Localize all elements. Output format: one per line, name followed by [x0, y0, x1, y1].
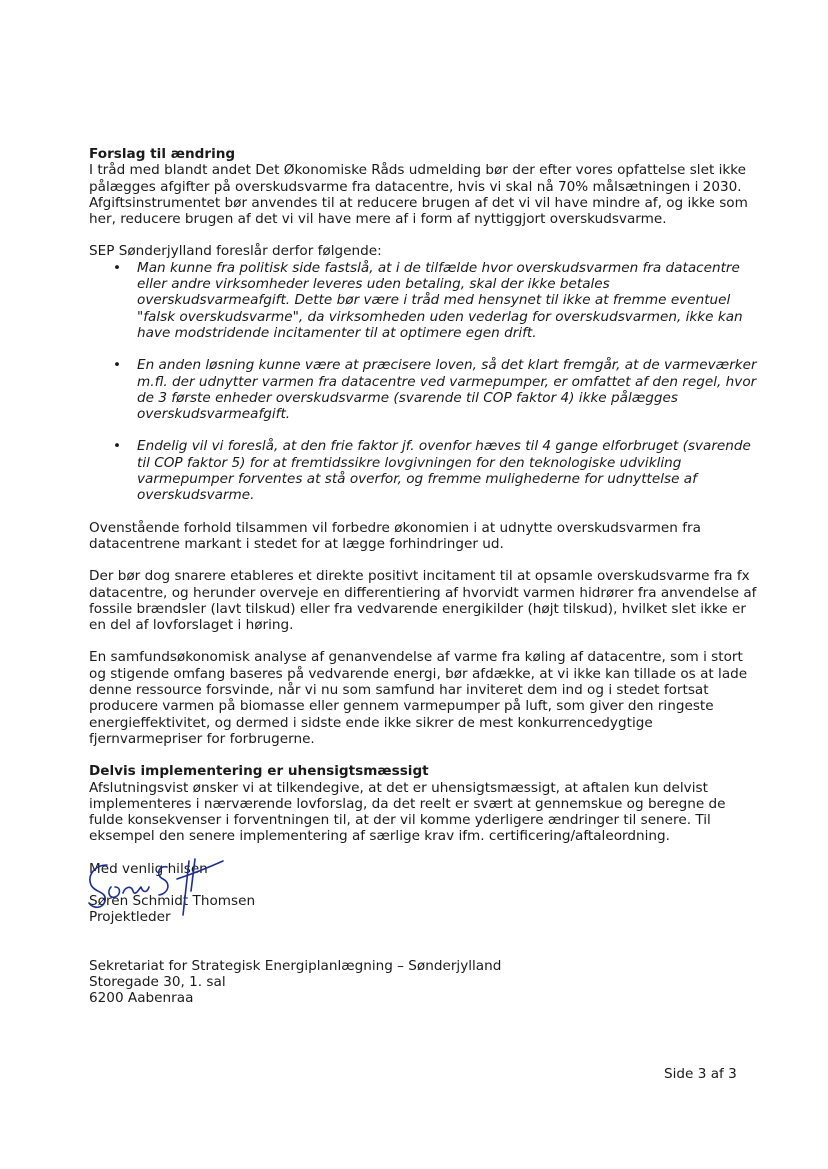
signatory-title: Projektleder: [89, 909, 171, 926]
address-line: Storegade 30, 1. sal: [89, 973, 226, 990]
body-paragraph: En samfundsøkonomisk analyse af genanvendelse af varme fra køling af datacentre, som i stort og stigende omfang baseres på vedvarende energi, bør afdække, at vi ikke kan tillade os at lade denne ressource forsvinde, når vi nu som samfund har inviteret dem ind og i stedet fortsat producere varmen på biomasse eller gennem varmepumper på luft, som giver den ringeste energieffektivitet, og dermed i sidste ende ikke sikrer de mest konkurrencedygtige fjernvarmepriser for forbrugerne.: [89, 649, 748, 747]
closing-greeting: Med venlig hilsen: [89, 860, 208, 877]
implementation-paragraph: Afslutningsvist ønsker vi at tilkendegive, at det er uhensigtsmæssigt, at aftalen kun delvist implementeres i nærværende lovforslag, da det reelt er svært at gennemskue og beregne de fulde konsekvenser i forventningen til, at der vil komme yderligere ændringer til senere. Til eksempel den senere implementering af særlige krav ifm. certificering/aftaleordning.: [89, 779, 726, 845]
proposal-item: • En anden løsning kunne være at præcisere loven, så det klart fremgår, at de varmeværker m.fl. der udnytter varmen fra datacentre ved varmepumper, er omfattet af den regel, hvor de 3 første enheder overskudsvarme (svarende til COP faktor 4) ikke pålægges overskudsvarmeafgift.: [89, 357, 759, 422]
letter-page: [89, 146, 759, 1006]
proposal-item: • Man kunne fra politisk side fastslå, at i de tilfælde hvor overskudsvarmen fra datacentre eller andre virksomheder leveres uden betaling, skal der ikke betales overskudsvarmeafgift. Dette bør være i tråd med hensynet til ikke at fremme eventuel "falsk overskudsvarme", da virksomheden uden vederlag for overskudsvarmen, ikke kan have modstridende incitamenter til at optimere egen drift.: [89, 260, 759, 341]
address-line: 6200 Aabenraa: [89, 990, 194, 1007]
section-heading-implementation: Delvis implementering er uhensigtsmæssigt: [89, 763, 429, 780]
handwritten-signature-icon: [85, 857, 235, 917]
address-line: Sekretariat for Strategisk Energiplanlægning – Sønderjylland: [89, 957, 502, 974]
signatory-name: Søren Schmidt Thomsen: [89, 892, 256, 909]
body-paragraph: Ovenstående forhold tilsammen vil forbedre økonomien i at udnytte overskudsvarmen fra datacentrene markant i stedet for at lægge forhindringer ud.: [89, 519, 701, 552]
page-number: Side 3 af 3: [664, 1066, 737, 1082]
proposals-intro: SEP Sønderjylland foreslår derfor følgende:: [89, 243, 382, 260]
section-heading-proposal: Forslag til ændring: [89, 146, 236, 162]
proposal-paragraph: I tråd med blandt andet Det Økonomiske Råds udmelding bør der efter vores opfattelse slet ikke pålægges afgifter på overskudsvarme fra datacentre, hvis vi skal nå 70% målsætningen i 2030. Afgiftsinstrumentet bør anvendes til at reducere brugen af det vi vil have mindre af, og ikke som her, reducere brugen af det vi vil have mere af i form af nyttiggjort overskudsvarme.: [89, 162, 748, 228]
proposal-item: • Endelig vil vi foreslå, at den frie faktor jf. ovenfor hæves til 4 gange elforbruget (svarende til COP faktor 5) for at fremtidssikre lovgivningen for den teknologiske udvikling varmepumper forventes at stå overfor, og fremme mulighederne for udnyttelse af overskudsvarme.: [89, 438, 759, 503]
body-paragraph: Der bør dog snarere etableres et direkte positivt incitament til at opsamle overskudsvarme fra fx datacentre, og herunder overveje en differentiering af hvorvidt varmen hidrører fra anvendelse af fossile brændsler (lavt tilskud) eller fra vedvarende energikilder (højt tilskud), hvilket slet ikke er en del af lovforslaget i høring.: [89, 568, 757, 634]
proposal-list: [89, 260, 759, 504]
